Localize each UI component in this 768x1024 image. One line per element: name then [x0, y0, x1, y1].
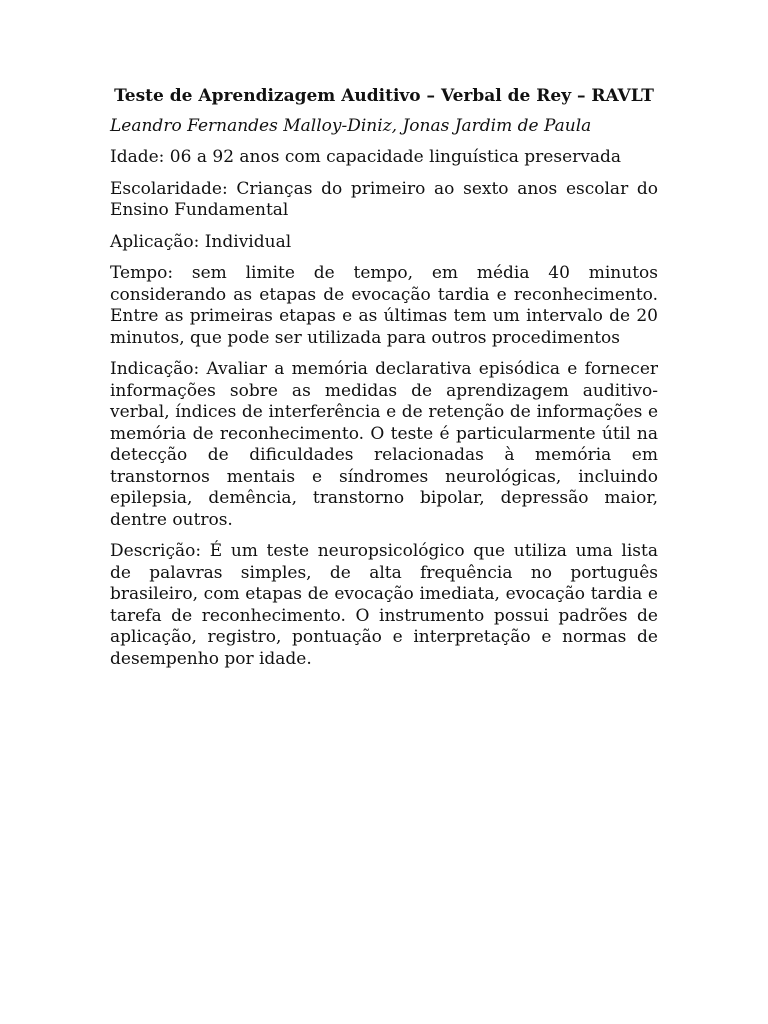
paragraph-indication: Indicação: Avaliar a memória declarativa episódica e fornecer informações sobre as medidas de aprendizagem auditivo-verbal, índices de interferência e de retenção de informações e memória de reconhecimento. O teste é particularmente útil na detecção de dificuldades relacionadas à memória em transtornos mentais e síndromes neurológicas, incluindo epilepsia, demência, transtorno bipolar, depressão maior, dentre outros.	[110, 359, 658, 530]
document-authors: Leandro Fernandes Malloy-Diniz, Jonas Jardim de Paula	[110, 115, 592, 136]
paragraph-application: Aplicação: Individual	[110, 231, 292, 252]
paragraph-schooling: Escolaridade: Crianças do primeiro ao sexto anos escolar do Ensino Fundamental	[110, 178, 658, 220]
paragraph-time: Tempo: sem limite de tempo, em média 40 minutos considerando as etapas de evocação tardia e reconhecimento. Entre as primeiras etapas e as últimas tem um intervalo de 20 minutos, que pode ser utilizada para outros procedimentos	[110, 263, 658, 348]
paragraph-age: Idade: 06 a 92 anos com capacidade linguística preservada	[110, 147, 622, 167]
document-title: Teste de Aprendizagem Auditivo – Verbal de Rey – RAVLT	[114, 86, 654, 106]
paragraph-description: Descrição: É um teste neuropsicológico que utiliza uma lista de palavras simples, de alta frequência no português brasileiro, com etapas de evocação imediata, evocação tardia e tarefa de reconhecimento. O instrumento possui padrões de aplicação, registro, pontuação e interpretação e normas de desempenho por idade.	[110, 541, 658, 669]
document-page	[110, 86, 658, 680]
